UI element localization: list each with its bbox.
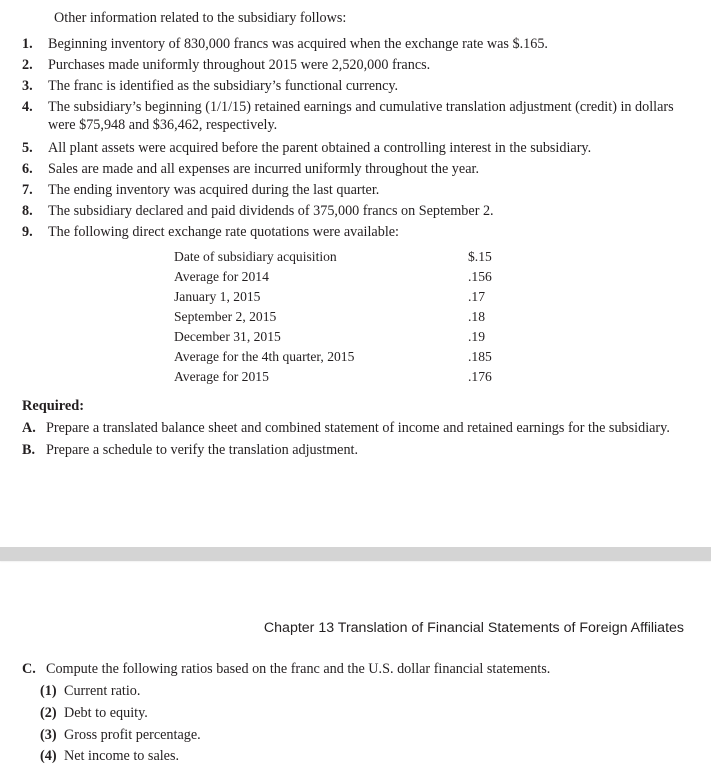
ratio-number: (3): [40, 727, 57, 743]
item-text: Purchases made uniformly throughout 2015 were 2,520,000 francs.: [48, 57, 431, 73]
item-text: Beginning inventory of 830,000 francs was acquired when the exchange rate was $.165.: [48, 36, 548, 52]
item-text: The following direct exchange rate quotations were available:: [48, 224, 399, 240]
item-text: Sales are made and all expenses are incurred uniformly throughout the year.: [48, 161, 479, 177]
rate-value: .176: [468, 369, 492, 384]
ratio-number: (2): [40, 705, 57, 721]
item-number: 2.: [22, 57, 33, 73]
item-text: The franc is identified as the subsidiary’s functional currency.: [48, 78, 399, 94]
rate-value: .156: [468, 269, 492, 284]
part-text: Prepare a schedule to verify the translation adjustment.: [46, 442, 359, 458]
item-number: 9.: [22, 224, 33, 240]
ratio-text: Debt to equity.: [64, 705, 148, 721]
ratio-number: (4): [40, 748, 57, 764]
part-letter: A.: [22, 420, 36, 436]
intro-text: Other information related to the subsidiary follows:: [54, 10, 347, 26]
item-number: 4.: [22, 99, 33, 115]
rate-label: December 31, 2015: [174, 329, 281, 344]
part-letter: C.: [22, 661, 36, 677]
item-number: 8.: [22, 203, 33, 219]
rate-row: [174, 289, 514, 309]
item-number: 7.: [22, 182, 33, 198]
rate-label: Average for 2015: [174, 369, 269, 384]
item-text: The ending inventory was acquired during the last quarter.: [48, 182, 380, 198]
rate-row: [174, 269, 514, 289]
rate-value: .18: [468, 309, 485, 324]
part-text: Compute the following ratios based on the franc and the U.S. dollar financial statements.: [46, 661, 551, 677]
rate-label: Average for 2014: [174, 269, 269, 284]
ratio-number: (1): [40, 683, 57, 699]
item-number: 1.: [22, 36, 33, 52]
rate-row: [174, 309, 514, 329]
rate-row: [174, 329, 514, 349]
chapter-running-header: Chapter 13 Translation of Financial Statements of Foreign Affiliates: [263, 620, 684, 636]
rate-label: January 1, 2015: [174, 289, 261, 304]
rate-label: September 2, 2015: [174, 309, 277, 324]
rate-row: [174, 249, 514, 269]
part-letter: B.: [22, 442, 36, 458]
item-number: 5.: [22, 140, 33, 156]
rate-row: [174, 349, 514, 369]
rate-value: .17: [468, 289, 485, 304]
rate-value: .185: [468, 349, 492, 364]
item-number: 3.: [22, 78, 33, 94]
item-number: 6.: [22, 161, 33, 177]
rate-label: Date of subsidiary acquisition: [174, 249, 337, 264]
ratio-text: Net income to sales.: [64, 748, 180, 764]
required-heading: Required:: [22, 398, 85, 414]
rate-row: [174, 369, 514, 389]
rate-value: .19: [468, 329, 485, 344]
rate-value: $.15: [468, 249, 492, 264]
item-text: The subsidiary’s beginning (1/1/15) retained earnings and cumulative translation adjustment (credit) in dollars were $75,948 and $36,462, respectively.: [48, 99, 674, 133]
page-break-divider: [0, 547, 711, 561]
item-text: All plant assets were acquired before the parent obtained a controlling interest in the subsidiary.: [48, 140, 592, 156]
rate-label: Average for the 4th quarter, 2015: [174, 349, 355, 364]
ratio-text: Gross profit percentage.: [64, 727, 201, 743]
ratio-text: Current ratio.: [64, 683, 141, 699]
item-text: The subsidiary declared and paid dividends of 375,000 francs on September 2.: [48, 203, 494, 219]
part-text: Prepare a translated balance sheet and combined statement of income and retained earnings for the subsidiary.: [46, 420, 670, 436]
